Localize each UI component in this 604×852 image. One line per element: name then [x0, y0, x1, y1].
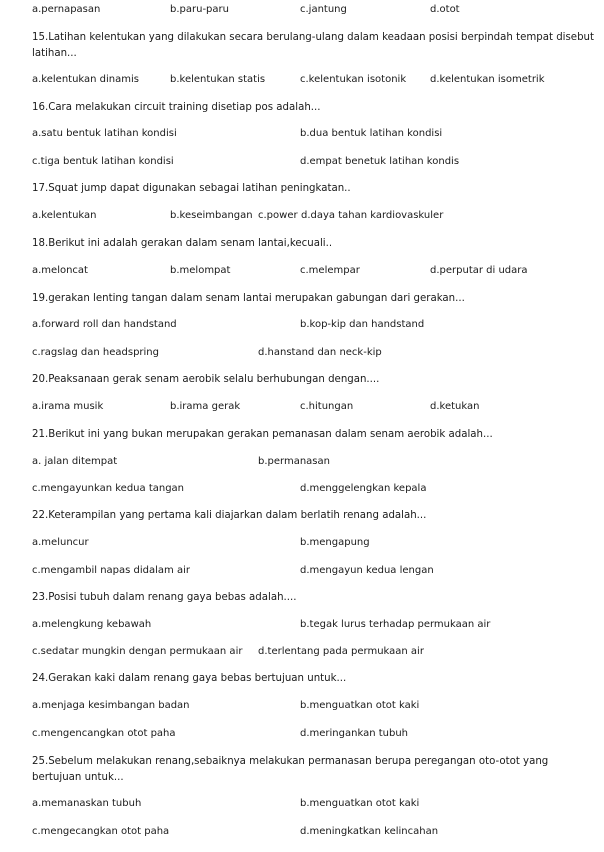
option-b: b.menguatkan otot kaki [300, 700, 420, 711]
question-21-options-2 [0, 482, 604, 498]
question-22-options-1 [0, 536, 604, 552]
option-a: a.melengkung kebawah [32, 619, 152, 630]
option-c: c.jantung [300, 4, 347, 15]
option-b: b.kop-kip dan handstand [300, 319, 425, 330]
options-row-top [0, 3, 604, 19]
option-d: d.meringankan tubuh [300, 728, 409, 739]
question-25-options-2 [0, 825, 604, 841]
question-19-options-1 [0, 318, 604, 334]
option-c: c.mengencangkan otot paha [32, 728, 176, 739]
option-c: c.power [258, 210, 298, 221]
option-a: a.forward roll dan handstand [32, 319, 177, 330]
option-d: d.otot [430, 4, 460, 15]
question-22: 22.Keterampilan yang pertama kali diajarkan dalam berlatih renang adalah... [32, 510, 427, 521]
option-d: d.menggelengkan kepala [300, 483, 427, 494]
question-16: 16.Cara melakukan circuit training disetiap pos adalah... [32, 102, 321, 113]
option-a: a. jalan ditempat [32, 456, 118, 467]
option-d: d.ketukan [430, 401, 480, 412]
question-24-options-1 [0, 699, 604, 715]
option-b: b.mengapung [300, 537, 370, 548]
question-18: 18.Berikut ini adalah gerakan dalam senam lantai,kecuali.. [32, 238, 333, 249]
option-c: c.mengambil napas didalam air [32, 565, 190, 576]
question-23-options-2 [0, 645, 604, 661]
option-d: d.perputar di udara [430, 265, 528, 276]
option-a: a.kelentukan dinamis [32, 74, 140, 85]
option-b: b.paru-paru [170, 4, 229, 15]
question-24: 24.Gerakan kaki dalam renang gaya bebas bertujuan untuk... [32, 673, 347, 684]
option-a: a.meloncat [32, 265, 88, 276]
option-b: b.dua bentuk latihan kondisi [300, 128, 443, 139]
question-23: 23.Posisi tubuh dalam renang gaya bebas adalah.... [32, 592, 297, 603]
option-b: b.tegak lurus terhadap permukaan air [300, 619, 491, 630]
option-b: b.permanasan [258, 456, 330, 467]
option-a: a.memanaskan tubuh [32, 798, 142, 809]
option-c: c.sedatar mungkin dengan permukaan air [32, 646, 243, 657]
option-a: a.menjaga kesimbangan badan [32, 700, 190, 711]
question-25: 25.Sebelum melakukan renang,sebaiknya melakukan permanasan berupa peregangan oto-otot yang bertujuan untuk... [32, 756, 549, 783]
option-a: a.irama musik [32, 401, 104, 412]
option-b: b.kelentukan statis [170, 74, 266, 85]
question-19-options-2 [0, 346, 604, 362]
option-d: d.hanstand dan neck-kip [258, 347, 382, 358]
option-c: c.melempar [300, 265, 360, 276]
option-c: c.mengayunkan kedua tangan [32, 483, 185, 494]
question-24-options-2 [0, 727, 604, 743]
question-16-options-2 [0, 155, 604, 171]
option-b: b.melompat [170, 265, 231, 276]
question-20: 20.Peaksanaan gerak senam aerobik selalu berhubungan dengan.... [32, 374, 380, 385]
question-15: 15.Latihan kelentukan yang dilakukan secara berulang-ulang dalam keadaan posisi berpindah tempat disebut latihan... [32, 32, 594, 59]
option-b: b.keseimbangan [170, 210, 253, 221]
question-22-options-2 [0, 564, 604, 580]
option-a: a.meluncur [32, 537, 89, 548]
option-a: a.kelentukan [32, 210, 97, 221]
option-c: c.tiga bentuk latihan kondisi [32, 156, 174, 167]
question-15-options [0, 73, 604, 89]
option-d: d.meningkatkan kelincahan [300, 826, 439, 837]
option-b: b.irama gerak [170, 401, 241, 412]
question-19: 19.gerakan lenting tangan dalam senam lantai merupakan gabungan dari gerakan... [32, 293, 465, 304]
question-17: 17.Squat jump dapat digunakan sebagai latihan peningkatan.. [32, 183, 351, 194]
option-d: d.empat benetuk latihan kondis [300, 156, 460, 167]
option-a: a.satu bentuk latihan kondisi [32, 128, 177, 139]
question-23-options-1 [0, 618, 604, 634]
question-17-options [0, 209, 604, 225]
option-d: d.kelentukan isometrik [430, 74, 545, 85]
question-18-options [0, 264, 604, 280]
question-21-options-1 [0, 455, 604, 471]
option-d: d.daya tahan kardiovaskuler [301, 210, 444, 221]
question-25-options-1 [0, 797, 604, 813]
option-d: d.terlentang pada permukaan air [258, 646, 424, 657]
option-d: d.mengayun kedua lengan [300, 565, 434, 576]
option-c: c.ragslag dan headspring [32, 347, 159, 358]
option-c: c.kelentukan isotonik [300, 74, 407, 85]
option-a: a.pernapasan [32, 4, 101, 15]
option-c: c.hitungan [300, 401, 354, 412]
question-16-options-1 [0, 127, 604, 143]
question-21: 21.Berikut ini yang bukan merupakan gerakan pemanasan dalam senam aerobik adalah... [32, 429, 493, 440]
question-20-options [0, 400, 604, 416]
option-b: b.menguatkan otot kaki [300, 798, 420, 809]
option-c: c.mengecangkan otot paha [32, 826, 170, 837]
